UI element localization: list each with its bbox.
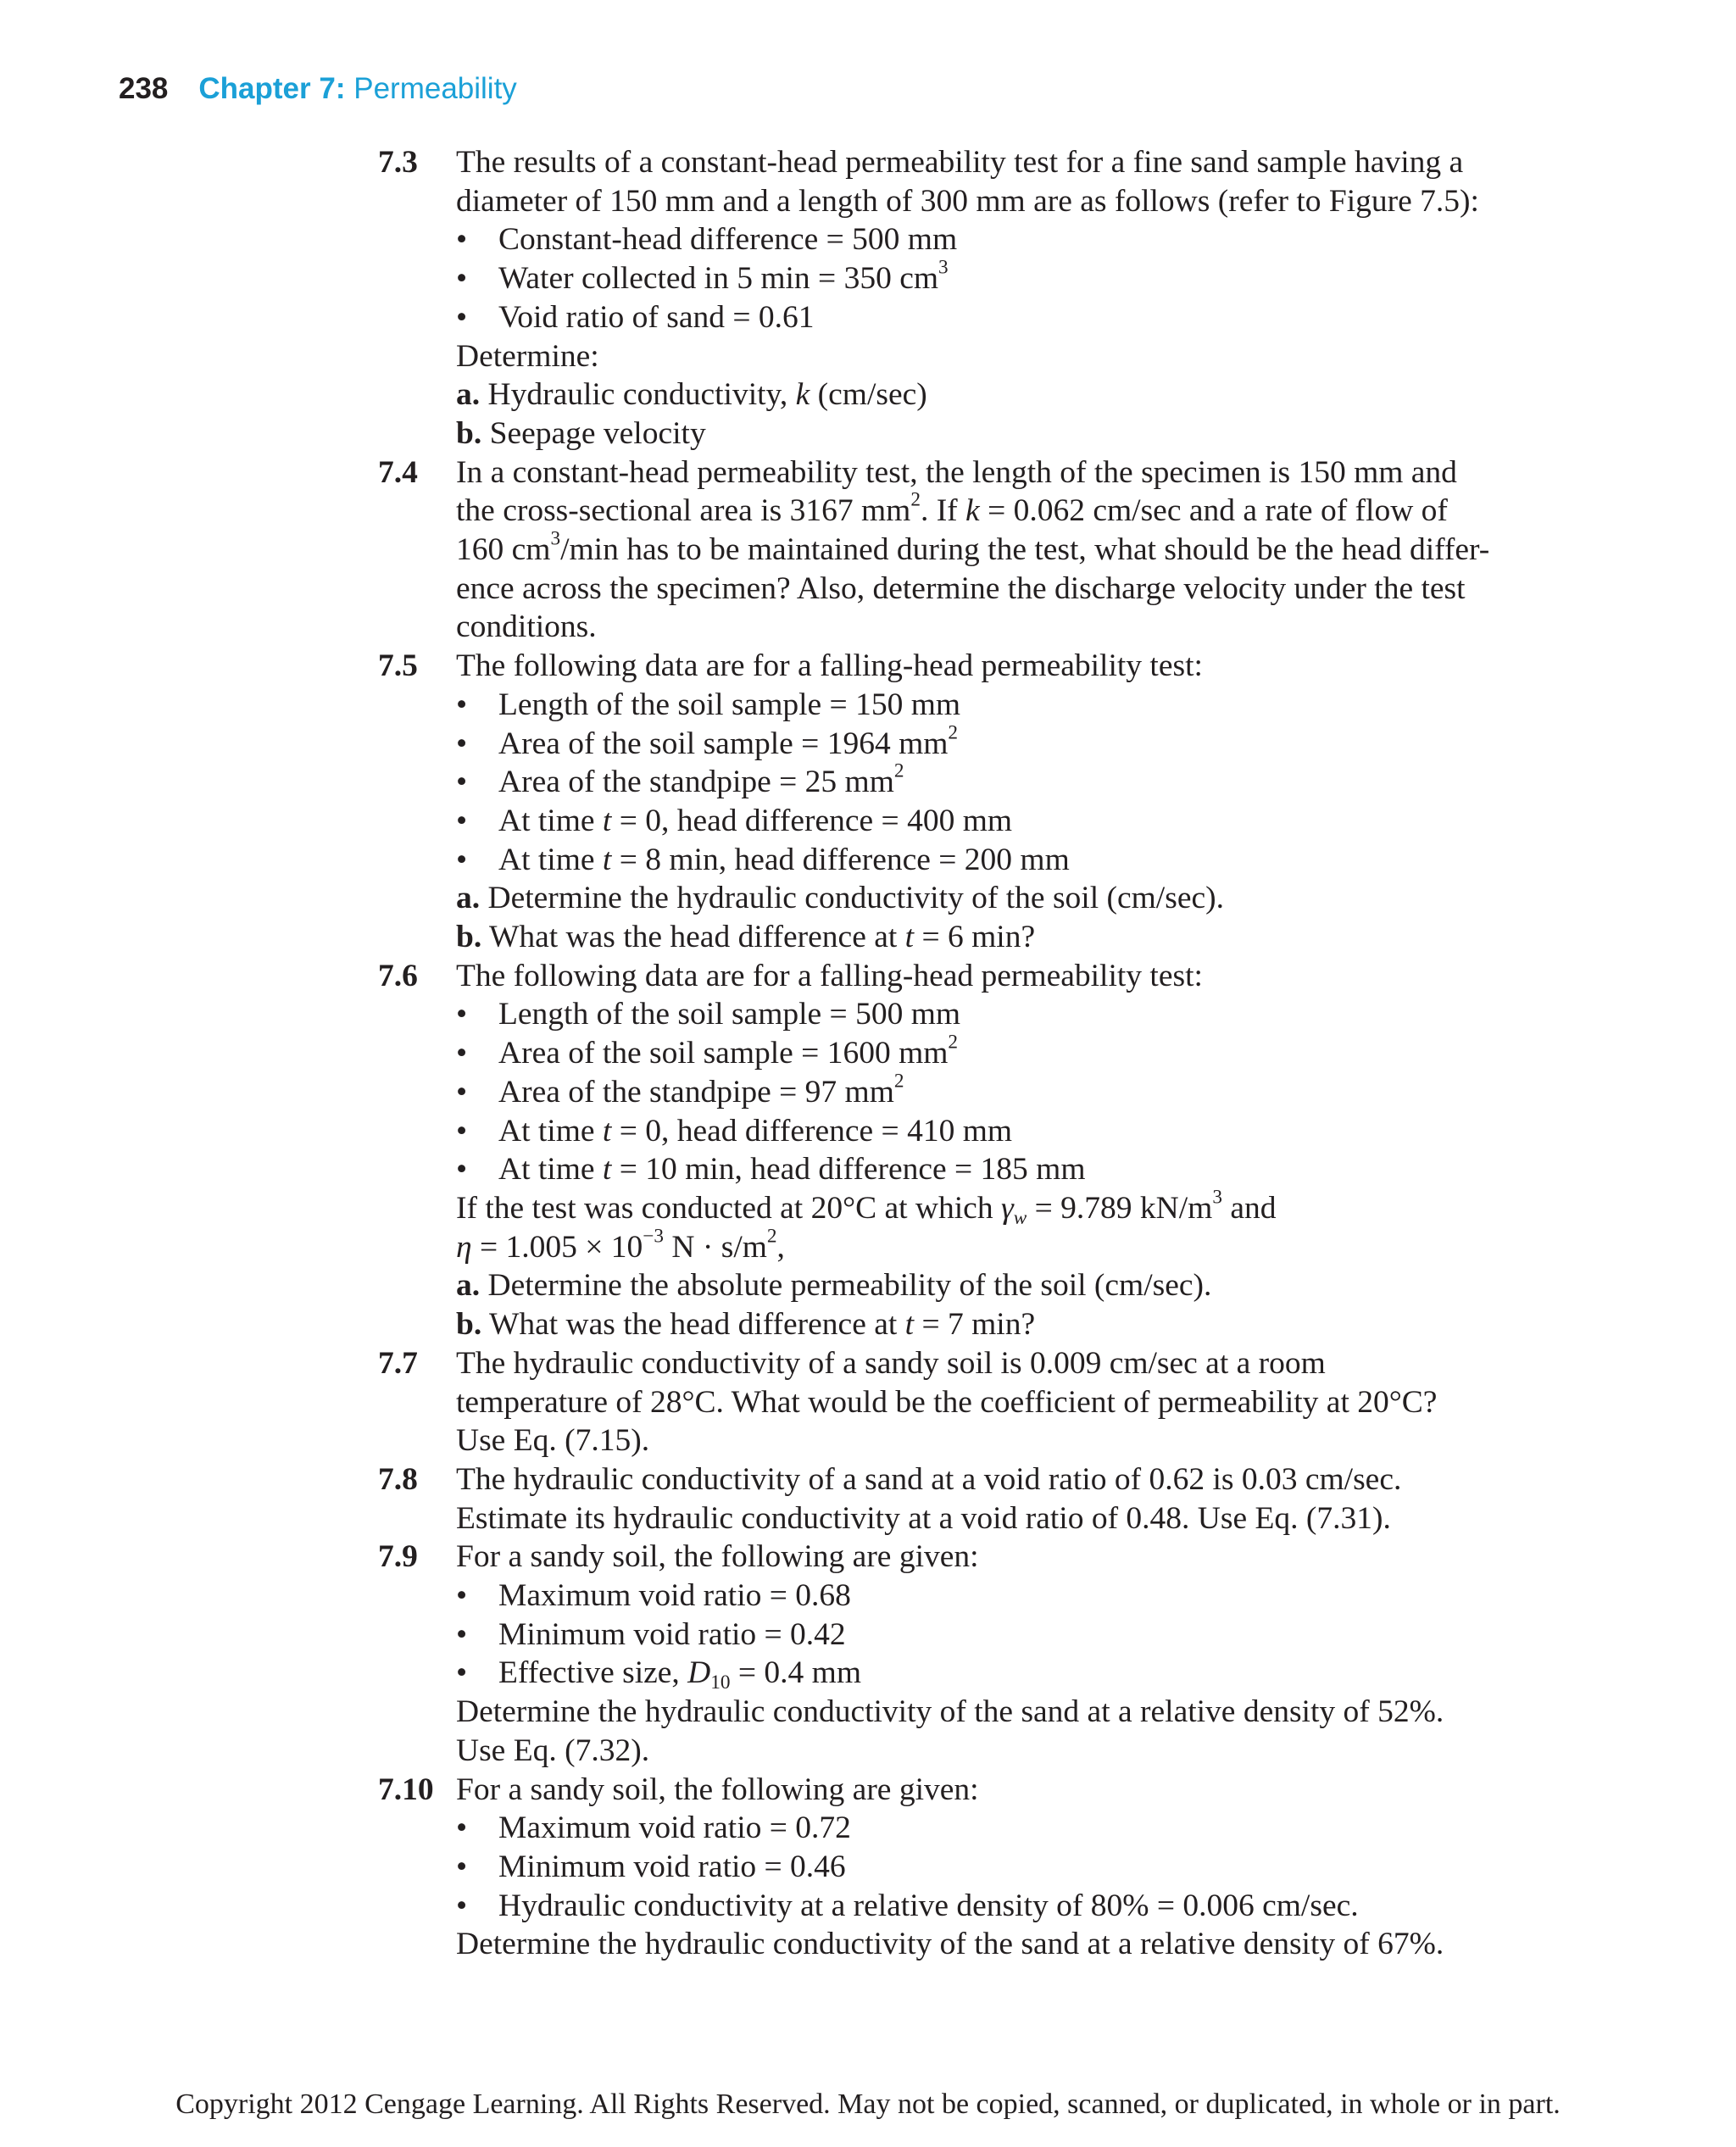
- problem-text-line: diameter of 150 mm and a length of 300 mm are as follows (refer to Figure 7.5):: [456, 183, 1479, 219]
- bullet-item: • Constant-head difference = 500 mm: [456, 220, 1550, 259]
- bullet-item: • At time t = 10 min, head difference = 185 mm: [456, 1150, 1550, 1189]
- bullet-icon: [456, 1809, 481, 1848]
- problem-number: 7.8: [378, 1461, 418, 1497]
- bullet-item: • Length of the soil sample = 500 mm: [456, 995, 1550, 1034]
- bullet-icon: [456, 1616, 481, 1655]
- problem-list: [380, 143, 1550, 1964]
- bullet-icon: [456, 841, 481, 880]
- bullet-item: • Water collected in 5 min = 350 $cm^3$: [456, 259, 1550, 298]
- part-a: a. Hydraulic conductivity, k (cm/sec): [456, 377, 927, 413]
- bullet-icon: [456, 1150, 481, 1189]
- part-b: b. What was the head difference at t = 6 min?: [456, 920, 1036, 955]
- problem-text-line: The hydraulic conductivity of a sand at a void ratio of 0.62 is 0.03 cm/sec.: [456, 1461, 1402, 1497]
- bullet-icon: [456, 1887, 481, 1926]
- problem-number: 7.10: [378, 1772, 434, 1807]
- problem-text-line: Use Eq. (7.15).: [456, 1423, 650, 1459]
- bullet-icon: [456, 1577, 481, 1616]
- bullet-icon: [456, 298, 481, 337]
- determine-label: Determine:: [456, 338, 599, 374]
- bullet-icon: [456, 802, 481, 841]
- problem-7-5: [380, 647, 1550, 957]
- bullet-item: • Maximum void ratio = 0.72: [456, 1809, 1550, 1848]
- problem-text-line: the cross-sectional area is 3167 $mm^2$. If k = 0.062 cm/sec and a rate of flow of: [456, 488, 1448, 529]
- problem-7-6: [380, 957, 1550, 1344]
- problem-text-line: conditions.: [456, 609, 597, 645]
- problem-text-line: $\eta = 1.005 \times 10^{-3}$ $N \cdot s/m^2$,: [456, 1225, 785, 1265]
- problem-text-line: The results of a constant-head permeability test for a fine sand sample having a: [456, 145, 1464, 180]
- bullet-icon: [456, 220, 481, 259]
- bullet-icon: [456, 725, 481, 764]
- problem-7-10: [380, 1771, 1550, 1965]
- problem-text-line: Use Eq. (7.32).: [456, 1733, 650, 1768]
- part-b: b. What was the head difference at t = 7 min?: [456, 1307, 1036, 1343]
- bullet-item: • Area of the standpipe = 25 $mm^2$: [456, 763, 1550, 802]
- bullet-item: • At time t = 8 min, head difference = 200 mm: [456, 841, 1550, 880]
- problem-text-line: Determine the hydraulic conductivity of the sand at a relative density of 67%.: [456, 1927, 1444, 1962]
- part-b: b. Seepage velocity: [456, 415, 706, 451]
- bullet-item: • Minimum void ratio = 0.46: [456, 1848, 1550, 1887]
- chapter-title: Permeability: [353, 72, 517, 105]
- problem-number: 7.9: [378, 1539, 418, 1575]
- bullet-icon: [456, 1654, 481, 1693]
- problem-text-line: In a constant-head permeability test, the length of the specimen is 150 mm and: [456, 454, 1457, 490]
- problem-7-3: [380, 143, 1550, 453]
- bullet-item: • Void ratio of sand = 0.61: [456, 298, 1550, 337]
- bullet-item: • Maximum void ratio = 0.68: [456, 1577, 1550, 1616]
- problem-text-line: Estimate its hydraulic conductivity at a void ratio of 0.48. Use Eq. (7.31).: [456, 1500, 1391, 1536]
- problem-text-line: Determine the hydraulic conductivity of the sand at a relative density of 52%.: [456, 1694, 1444, 1730]
- problem-text-line: ence across the specimen? Also, determine the discharge velocity under the test: [456, 570, 1466, 606]
- problem-number: 7.4: [378, 454, 418, 490]
- bullet-icon: [456, 763, 481, 802]
- problem-text-line: The hydraulic conductivity of a sandy soil is 0.009 cm/sec at a room: [456, 1345, 1326, 1381]
- problem-number: 7.7: [378, 1345, 418, 1381]
- bullet-icon: [456, 1112, 481, 1151]
- bullet-icon: [456, 259, 481, 298]
- problem-text-line: For a sandy soil, the following are given:: [456, 1539, 979, 1575]
- problem-7-4: [380, 453, 1550, 648]
- problem-7-8: [380, 1460, 1550, 1538]
- bullet-item: • Area of the soil sample = 1964 $mm^2$: [456, 725, 1550, 764]
- bullet-item: • At time t = 0, head difference = 410 mm: [456, 1112, 1550, 1151]
- chapter-label: Chapter 7:: [198, 72, 346, 105]
- part-a: a. Determine the absolute permeability of the soil (cm/sec).: [456, 1268, 1212, 1304]
- bullet-item: • Hydraulic conductivity at a relative density of 80% = 0.006 cm/sec.: [456, 1887, 1550, 1926]
- bullet-icon: [456, 1034, 481, 1073]
- problem-text-line: For a sandy soil, the following are given:: [456, 1772, 979, 1807]
- problem-text-line: The following data are for a falling-head permeability test:: [456, 958, 1203, 993]
- bullet-icon: [456, 686, 481, 725]
- bullet-item: • Minimum void ratio = 0.42: [456, 1616, 1550, 1655]
- bullet-item: • Area of the soil sample = 1600 $mm^2$: [456, 1034, 1550, 1073]
- problem-7-9: [380, 1538, 1550, 1770]
- copyright-footer: Copyright 2012 Cengage Learning. All Rights Reserved. May not be copied, scanned, or duplicated, in whole or in part.: [175, 2089, 1561, 2120]
- page-number: 238: [119, 72, 169, 105]
- problem-number: 7.5: [378, 648, 418, 684]
- bullet-item: • Length of the soil sample = 150 mm: [456, 686, 1550, 725]
- running-header: [119, 71, 517, 107]
- problem-text-line: The following data are for a falling-head permeability test:: [456, 648, 1203, 684]
- problem-number: 7.6: [378, 958, 418, 993]
- problem-7-7: [380, 1344, 1550, 1460]
- bullet-icon: [456, 1073, 481, 1112]
- bullet-item: • Effective size, $D_{10} = 0.4$ mm: [456, 1654, 1550, 1693]
- bullet-icon: [456, 1848, 481, 1887]
- part-a: a. Determine the hydraulic conductivity of the soil (cm/sec).: [456, 881, 1224, 916]
- problem-number: 7.3: [378, 145, 418, 180]
- problem-text-line: If the test was conducted at 20°C at which $\gamma_w = 9.789$ $kN/m^3$ and: [456, 1186, 1277, 1229]
- bullet-icon: [456, 995, 481, 1034]
- problem-text-line: temperature of 28°C. What would be the coefficient of permeability at 20°C?: [456, 1384, 1438, 1420]
- bullet-item: • At time t = 0, head difference = 400 mm: [456, 802, 1550, 841]
- problem-text-line: 160 $cm^3/\min$ has to be maintained during the test, what should be the head differ-: [456, 527, 1490, 568]
- bullet-item: • Area of the standpipe = 97 $mm^2$: [456, 1073, 1550, 1112]
